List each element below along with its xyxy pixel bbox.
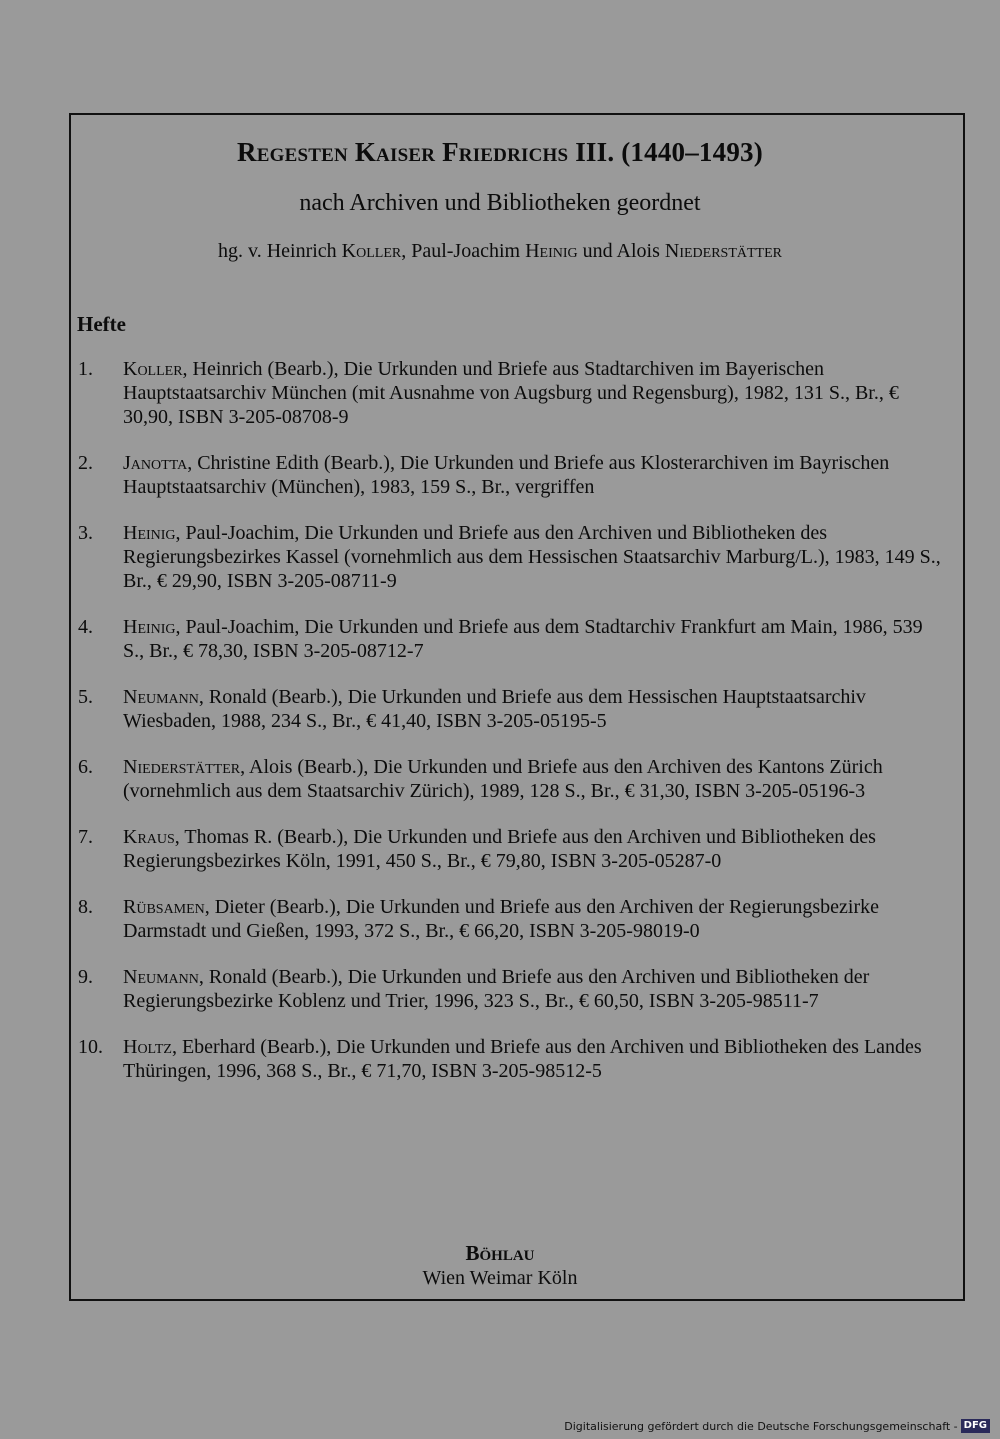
editors-sep-2: und Alois [582,240,660,262]
publisher-name: Böhlau [465,1241,535,1265]
digitization-note [564,1419,990,1433]
list-item [78,965,948,1013]
entry-author: Rübsamen [123,896,205,918]
editors-prefix: hg. v. Heinrich [218,240,337,262]
list-item [78,685,948,733]
entry-number: 4. [78,616,93,638]
volume-list [78,357,948,1105]
list-item [78,521,948,593]
entry-number: 10. [78,1036,103,1058]
entry-author: Neumann [123,686,199,708]
digitization-note-text: Digitalisierung gefördert durch die Deutsche Forschungsgemeinschaft - [564,1419,958,1433]
entry-text: , Paul-Joachim, Die Urkunden und Briefe aus dem Stadtarchiv Frankfurt am Main, 1986, 539 S., Br., € 78,30, ISBN 3-205-08712-7 [123,616,923,662]
entry-text: , Christine Edith (Bearb.), Die Urkunden und Briefe aus Klosterarchiven im Bayrischen Hauptstaatsarchiv (München), 1983, 159 S., Br., vergriffen [123,452,890,498]
editor-name-1: Koller [341,240,402,262]
entry-author: Neumann [123,966,199,988]
list-item [78,615,948,663]
entry-number: 3. [78,522,93,544]
editors-line [0,240,1000,263]
editor-name-2: Heinig [525,240,578,262]
list-item [78,357,948,429]
series-title [0,137,1000,168]
entry-author: Heinig [123,522,176,544]
entry-text: , Alois (Bearb.), Die Urkunden und Briefe aus den Archiven des Kantons Zürich (vornehmlich aus dem Staatsarchiv Zürich), 1989, 128 S., Br., € 31,30, ISBN 3-205-05196-3 [123,756,883,802]
publisher-block [0,1240,1000,1290]
series-title-prefix: Regesten Kaiser Friedrichs [237,137,569,167]
entry-text: , Ronald (Bearb.), Die Urkunden und Briefe aus den Archiven und Bibliotheken der Regierungsbezirke Koblenz und Trier, 1996, 323 S., Br., € 60,50, ISBN 3-205-98511-7 [123,966,870,1012]
list-item [78,825,948,873]
entry-text: , Paul-Joachim, Die Urkunden und Briefe aus den Archiven und Bibliotheken des Regierungsbezirkes Kassel (vornehmlich aus dem Hessischen Staatsarchiv Marburg/L.), 1983, 149 S., Br., € 29,90, ISBN 3-205-08711-9 [123,522,941,592]
publisher-cities: Wien Weimar Köln [422,1267,578,1289]
section-heading: Hefte [77,312,126,336]
entry-text: , Ronald (Bearb.), Die Urkunden und Briefe aus dem Hessischen Hauptstaatsarchiv Wiesbaden, 1988, 234 S., Br., € 41,40, ISBN 3-205-05195-5 [123,686,866,732]
entry-number: 5. [78,686,93,708]
entry-author: Niederstätter [123,756,241,778]
entry-text: , Dieter (Bearb.), Die Urkunden und Briefe aus den Archiven der Regierungsbezirke Darmstadt und Gießen, 1993, 372 S., Br., € 66,20, ISBN 3-205-98019-0 [123,896,879,942]
list-item [78,1035,948,1083]
entry-author: Heinig [123,616,176,638]
entry-number: 8. [78,896,93,918]
list-item [78,895,948,943]
entry-author: Janotta [123,452,188,474]
entry-author: Koller [123,358,183,380]
editor-name-3: Niederstätter [664,240,782,262]
list-item [78,755,948,803]
entry-text: , Eberhard (Bearb.), Die Urkunden und Briefe aus den Archiven und Bibliotheken des Landes Thüringen, 1996, 368 S., Br., € 71,70, ISBN 3-205-98512-5 [123,1036,922,1082]
series-title-suffix: III. (1440–1493) [575,137,763,167]
list-item [78,451,948,499]
dfg-logo-icon: DFG [961,1419,990,1433]
entry-text: , Thomas R. (Bearb.), Die Urkunden und Briefe aus den Archiven und Bibliotheken des Regierungsbezirkes Köln, 1991, 450 S., Br., € 79,80, ISBN 3-205-05287-0 [123,826,876,872]
entry-number: 7. [78,826,93,848]
entry-number: 2. [78,452,93,474]
series-subtitle: nach Archiven und Bibliotheken geordnet [299,190,701,216]
entry-number: 1. [78,358,93,380]
entry-text: , Heinrich (Bearb.), Die Urkunden und Briefe aus Stadtarchiven im Bayerischen Hauptstaatsarchiv München (mit Ausnahme von Augsburg und Regensburg), 1982, 131 S., Br., € 30,90, ISBN 3-205-08708-9 [123,358,899,428]
editors-sep-1: , Paul-Joachim [401,240,521,262]
entry-number: 9. [78,966,93,988]
entry-author: Kraus [123,826,175,848]
entry-author: Holtz [123,1036,172,1058]
entry-number: 6. [78,756,93,778]
